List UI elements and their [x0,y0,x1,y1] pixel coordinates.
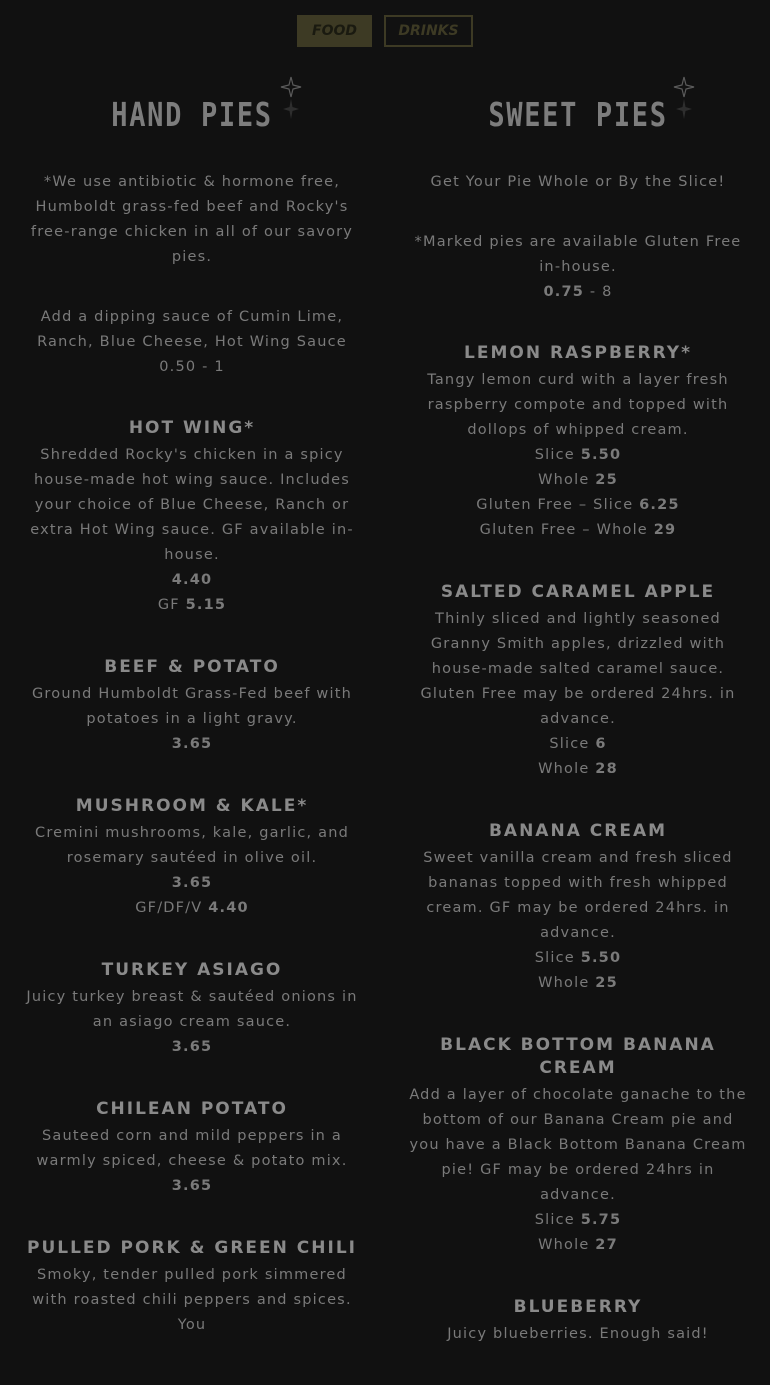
price-line [408,468,748,493]
price-line [22,1035,362,1060]
price-line [22,896,362,921]
price-label: GF/DF/V [135,900,209,916]
menu-item [22,1237,362,1338]
menu-item [408,820,748,996]
price-line [408,1208,748,1233]
sweet-pies-header [408,70,748,170]
price-value: 0.75 [543,284,585,300]
hand-pies-intro-sauces: Add a dipping sauce of Cumin Lime, Ranch, Blue Cheese, Hot Wing Sauce 0.50 - 1 [37,309,347,375]
price-value: 4.40 [171,572,213,588]
sparkle-icon [279,75,303,127]
menu-item [22,417,362,618]
price-label: Whole [538,472,596,488]
menu-item-name: BEEF & POTATO [104,657,280,677]
hand-pies-column [22,70,362,1376]
menu-item-description: Smoky, tender pulled pork simmered with roasted chili peppers and spices. You [32,1267,352,1333]
menu-item-name: HOT WING* [128,418,256,438]
price-value: 3.65 [171,1178,213,1194]
sparkle-icon [672,75,696,127]
sweet-pies-intro-price [408,280,748,305]
price-label: Gluten Free – Whole [479,522,654,538]
hand-pies-intro-sourcing: *We use antibiotic & hormone free, Humboldt grass-fed beef and Rocky's free-range chicken in all of our savory pies. [30,174,354,265]
menu-item [22,795,362,921]
price-value: 25 [595,975,618,991]
menu-item-name: SALTED CARAMEL APPLE [440,582,716,602]
price-value: 6 [595,736,607,752]
price-value: 25 [595,472,618,488]
menu-item-name: MUSHROOM & KALE* [75,796,309,816]
price-label: Slice [549,736,596,752]
sweet-pies-intro-slice: Get Your Pie Whole or By the Slice! [430,174,726,190]
menu-item [22,1098,362,1199]
menu-item-name: PULLED PORK & GREEN CHILI [26,1238,357,1258]
price-value: 27 [595,1237,618,1253]
menu-item-description: Add a layer of chocolate ganache to the bottom of our Banana Cream pie and you have a Black Bottom Banana Cream pie! GF may be ordered 24hrs in advance. [409,1087,747,1203]
price-suffix: - 8 [584,284,613,300]
sweet-pies-intro-gf: *Marked pies are available Gluten Free in-house. [414,234,742,275]
menu-item [408,342,748,543]
menu-item-description: Sauteed corn and mild peppers in a warmly spiced, cheese & potato mix. [36,1128,348,1169]
menu-item-description: Ground Humboldt Grass-Fed beef with potatoes in a light gravy. [32,686,352,727]
price-label: Slice [534,447,581,463]
hand-pies-header [22,70,362,170]
price-line [22,568,362,593]
price-label: Whole [538,975,596,991]
menu-item [408,1034,748,1258]
menu-item-name: CHILEAN POTATO [96,1099,288,1119]
price-label: Gluten Free – Slice [476,497,640,513]
menu-item-description: Thinly sliced and lightly seasoned Granny Smith apples, drizzled with house-made salted caramel sauce. Gluten Free may be ordered 24hrs. in advance. [420,611,736,727]
price-value: 29 [653,522,677,538]
price-label: GF [157,597,186,613]
price-value: 5.15 [185,597,227,613]
menu-item [22,656,362,757]
price-value: 4.40 [208,900,249,916]
price-value: 6.25 [639,497,680,513]
price-line [408,971,748,996]
menu-item-description: Juicy turkey breast & sautéed onions in an asiago cream sauce. [26,989,358,1030]
sweet-pies-list [408,342,748,1347]
menu-item-name: BANANA CREAM [488,821,668,841]
price-label: Slice [534,950,581,966]
price-line [408,443,748,468]
menu-item-name: BLUEBERRY [513,1297,643,1317]
price-line [22,732,362,757]
price-value: 5.50 [580,447,622,463]
menu-item [408,1296,748,1347]
menu-item-description: Sweet vanilla cream and fresh sliced bananas topped with fresh whipped cream. GF may be ordered 24hrs. in advance. [423,850,733,941]
menu-item [408,581,748,782]
price-line [408,1233,748,1258]
price-line [408,493,748,518]
price-line [22,871,362,896]
price-line [408,518,748,543]
price-value: 3.65 [171,1039,213,1055]
price-value: 3.65 [171,875,213,891]
price-label: Whole [538,761,596,777]
price-label: Slice [534,1212,581,1228]
menu-item-description: Cremini mushrooms, kale, garlic, and rosemary sautéed in olive oil. [35,825,349,866]
price-line [22,1174,362,1199]
price-value: 28 [595,761,618,777]
hand-pies-title: HAND PIES [111,95,273,134]
sweet-pies-column [408,70,748,1385]
tab-drinks[interactable]: DRINKS [384,15,473,47]
price-value: 5.50 [580,950,622,966]
menu-item-description: Tangy lemon curd with a layer fresh raspberry compote and topped with dollops of whipped cream. [427,372,729,438]
price-line [408,732,748,757]
price-value: 5.75 [580,1212,622,1228]
hand-pies-list [22,417,362,1338]
menu-item-description: Juicy blueberries. Enough said! [447,1326,709,1342]
price-value: 3.65 [171,736,213,752]
menu-item-description: Shredded Rocky's chicken in a spicy house-made hot wing sauce. Includes your choice of Blue Cheese, Ranch or extra Hot Wing sauce. GF available in-house. [30,447,354,563]
price-line [22,593,362,618]
sweet-pies-title: SWEET PIES [488,95,668,134]
menu-item-name: LEMON RASPBERRY* [464,343,692,363]
menu-item-name: BLACK BOTTOM BANANA CREAM [440,1035,716,1078]
menu-item [22,959,362,1060]
price-line [408,946,748,971]
tab-food[interactable]: FOOD [297,15,372,47]
menu-tabs [0,15,770,47]
price-label: Whole [538,1237,596,1253]
menu-item-name: TURKEY ASIAGO [101,960,283,980]
price-line [408,757,748,782]
